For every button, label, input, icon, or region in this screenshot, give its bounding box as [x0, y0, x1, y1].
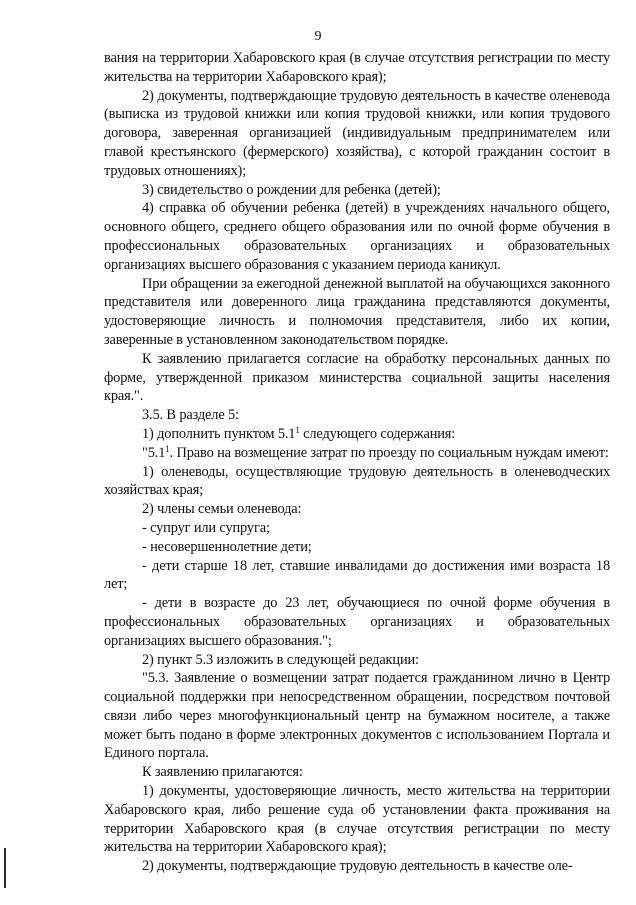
paragraph — [104, 275, 610, 350]
paragraph — [104, 669, 610, 763]
paragraph — [104, 500, 610, 519]
paragraph-text: 2) члены семьи оленевода: — [142, 501, 302, 518]
paragraph — [104, 782, 610, 857]
paragraph-text: 3) свидетельство о рождении для ребенка (детей); — [142, 181, 441, 198]
paragraph — [104, 557, 610, 595]
paragraph-text: 1) оленеводы, осуществляющие трудовую деятельность в оленеводческих хозяйствах края; — [104, 463, 610, 499]
paragraph-text-continued: . Право на возмещение затрат по проезду по социальным нуждам имеют: — [169, 444, 609, 461]
paragraph-text-continued: следующего содержания: — [299, 425, 456, 442]
paragraph — [104, 425, 610, 444]
paragraph-text: - несовершеннолетние дети; — [142, 538, 312, 555]
paragraph-text: 1) дополнить пунктом 5.1 — [142, 425, 296, 442]
paragraph — [104, 444, 610, 463]
paragraph-text: - супруг или супруга; — [142, 519, 270, 536]
paragraph-text: 2) документы, подтверждающие трудовую деятельность в качестве оле- — [142, 858, 573, 875]
document-body — [104, 49, 610, 876]
paragraph — [104, 181, 610, 200]
paragraph-text: При обращении за ежегодной денежной выплатой на обучающихся законного представителя или доверенного лица гражданина представляются документы, удостоверяющие личность и полномочия представителя, либо их копии, заверенные в установленном законодательством порядке. — [104, 275, 610, 348]
paragraph — [104, 763, 610, 782]
superscript-index: 1 — [295, 424, 300, 435]
paragraph-text: К заявлению прилагается согласие на обработку персональных данных по форме, утвержденной приказом министерства социальной защиты населения края.". — [104, 350, 610, 405]
paragraph — [104, 594, 610, 650]
paragraph-text: - дети в возрасте до 23 лет, обучающиеся по очной форме обучения в профессиональных образовательных организациях и образовательных организациях высшего образования."; — [104, 595, 610, 649]
paragraph-text: 4) справка об обучении ребенка (детей) в учреждениях начального общего, основного общего, среднего общего образования или по очной форме обучения в профессиональных образовательных организациях и образовательных организациях высшего образования с указанием периода каникул. — [104, 200, 610, 273]
paragraph-text: "5.1 — [142, 444, 166, 461]
paragraph — [104, 519, 610, 538]
paragraph-text: 1) документы, удостоверяющие личность, место жительства на территории Хабаровского края, либо решение суда об установлении факта проживания на территории Хабаровского края (в случае отсутствия регистрации по месту жительства на территории Хабаровского края); — [104, 783, 610, 856]
paragraph-text: 3.5. В разделе 5: — [142, 407, 239, 424]
superscript-index: 1 — [165, 443, 170, 454]
paragraph-text: К заявлению прилагаются: — [142, 764, 303, 781]
paragraph-text: 2) пункт 5.3 изложить в следующей редакции: — [142, 651, 419, 668]
paragraph — [104, 350, 610, 406]
paragraph-text: "5.3. Заявление о возмещении затрат подается гражданином лично в Центр социальной поддержки при непосредственном обращении, посредством почтовой связи либо через многофункциональный центр на бумажном носителе, а также может быть подано в форме электронных документов с использованием Портала и Единого портала. — [104, 670, 610, 762]
scan-edge-mark — [4, 848, 6, 888]
paragraph-text: 2) документы, подтверждающие трудовую деятельность в качестве оленевода (выписка из трудовой книжки или копия трудовой книжки, или копия трудового договора, заверенная организацией (индивидуальным предпринимателем или главой крестьянского (фермерского) хозяйства), с которой гражданин состоит в трудовых отношениях); — [104, 87, 610, 179]
paragraph — [104, 538, 610, 557]
paragraph — [104, 87, 610, 181]
paragraph-text: вания на территории Хабаровского края (в случае отсутствия регистрации по месту жительства на территории Хабаровского края); — [104, 50, 610, 85]
paragraph — [104, 49, 610, 87]
paragraph — [104, 857, 610, 876]
paragraph — [104, 651, 610, 670]
paragraph-text: - дети старше 18 лет, ставшие инвалидами до достижения ими возраста 18 лет; — [104, 557, 610, 593]
paragraph — [104, 199, 610, 274]
paragraph — [104, 463, 610, 501]
page-number: 9 — [314, 29, 322, 44]
paragraph — [104, 406, 610, 425]
